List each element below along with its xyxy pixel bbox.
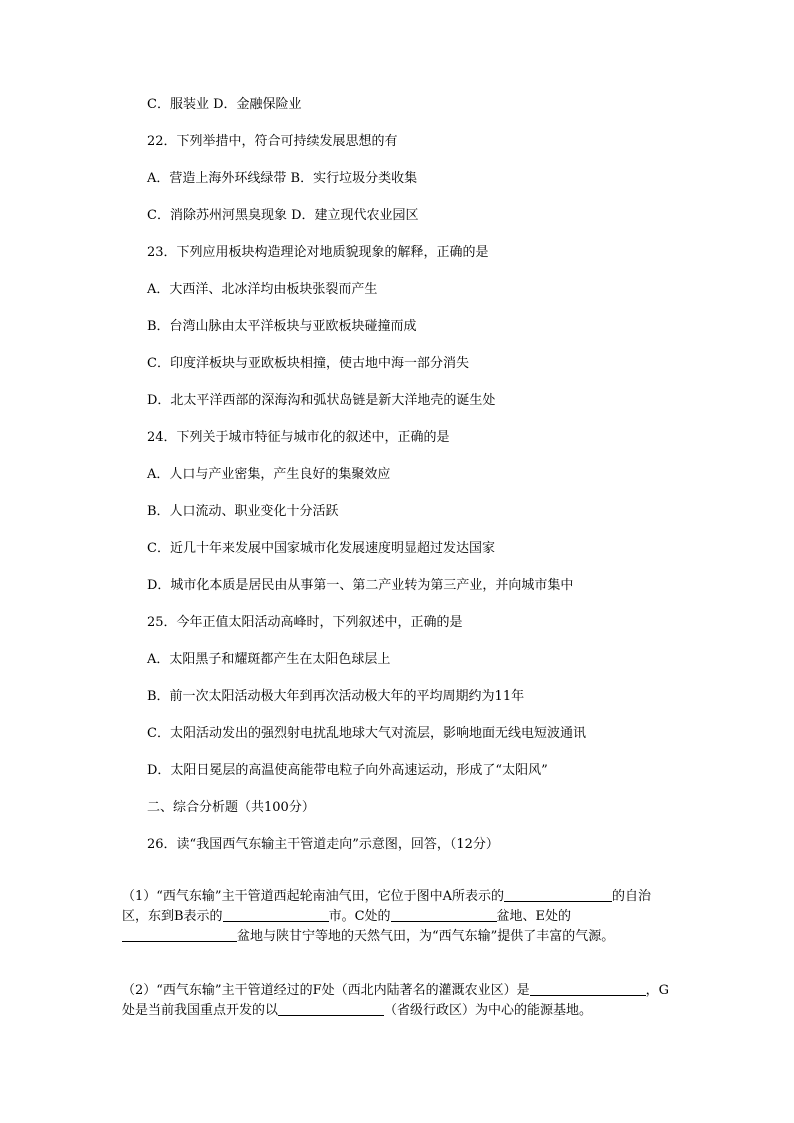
option-line: B．台湾山脉由太平洋板块与亚欧板块碰撞而成: [147, 319, 417, 334]
answer-blank: [122, 928, 237, 942]
subquestion-2: （2）“西气东输”主干管道经过的F处（西北内陆著名的灌溉农业区）是 ，G处是当前我国重点开发的以 （省级行政区）为中心的能源基地。: [122, 983, 669, 1018]
option-line: B．前一次太阳活动极大年到再次活动极大年的平均周期约为11年: [147, 689, 525, 704]
answer-blank: [530, 982, 646, 996]
option-line: D．北太平洋西部的深海沟和弧状岛链是新大洋地壳的诞生处: [147, 393, 496, 408]
option-line: D．太阳日冕层的高温使高能带电粒子向外高速运动，形成了“太阳风”: [147, 763, 548, 778]
section-heading: 二、综合分析题（共100分）: [147, 800, 315, 815]
option-line: A．营造上海外环线绿带 B．实行垃圾分类收集: [147, 171, 418, 186]
option-line: B．人口流动、职业变化十分活跃: [147, 504, 339, 519]
option-line: C．近几十年来发展中国家城市化发展速度明显超过发达国家: [147, 541, 495, 556]
answer-blank: [223, 908, 329, 922]
question-24: 24．下列关于城市特征与城市化的叙述中，正确的是: [147, 430, 450, 445]
option-line: A．人口与产业密集，产生良好的集聚效应: [147, 467, 391, 482]
option-line: C．太阳活动发出的强烈射电扰乱地球大气对流层，影响地面无线电短波通讯: [147, 726, 586, 741]
subquestion-1: （1）“西气东输”主干管道西起轮南油气田，它位于图中A所表示的 的自治区，东到B表示的 市。C处的 盆地、E处的盆地与陕甘宁等地的天然气田，为“西气东输”提供了丰富的气源。: [122, 889, 651, 944]
answer-blank: [391, 908, 497, 922]
question-25: 25．今年正值太阳活动高峰时，下列叙述中，正确的是: [147, 615, 463, 630]
question-22: 22．下列举措中，符合可持续发展思想的有: [147, 134, 398, 149]
option-line: C．印度洋板块与亚欧板块相撞，使古地中海一部分消失: [147, 356, 469, 371]
option-line: C．服装业 D．金融保险业: [147, 97, 302, 112]
question-23: 23．下列应用板块构造理论对地质貌现象的解释，正确的是: [147, 245, 489, 260]
option-line: D．城市化本质是居民由从事第一、第二产业转为第三产业，并向城市集中: [147, 578, 574, 593]
answer-blank: [278, 1002, 384, 1016]
question-26: 26．读“我国西气东输主干管道走向”示意图，回答，（12分）: [147, 837, 499, 852]
option-line: C．消除苏州河黑臭现象 D．建立现代农业园区: [147, 208, 419, 223]
option-line: A．太阳黑子和耀斑都产生在太阳色球层上: [147, 652, 391, 667]
option-line: A．大西洋、北冰洋均由板块张裂而产生: [147, 282, 378, 297]
answer-blank: [504, 888, 612, 902]
